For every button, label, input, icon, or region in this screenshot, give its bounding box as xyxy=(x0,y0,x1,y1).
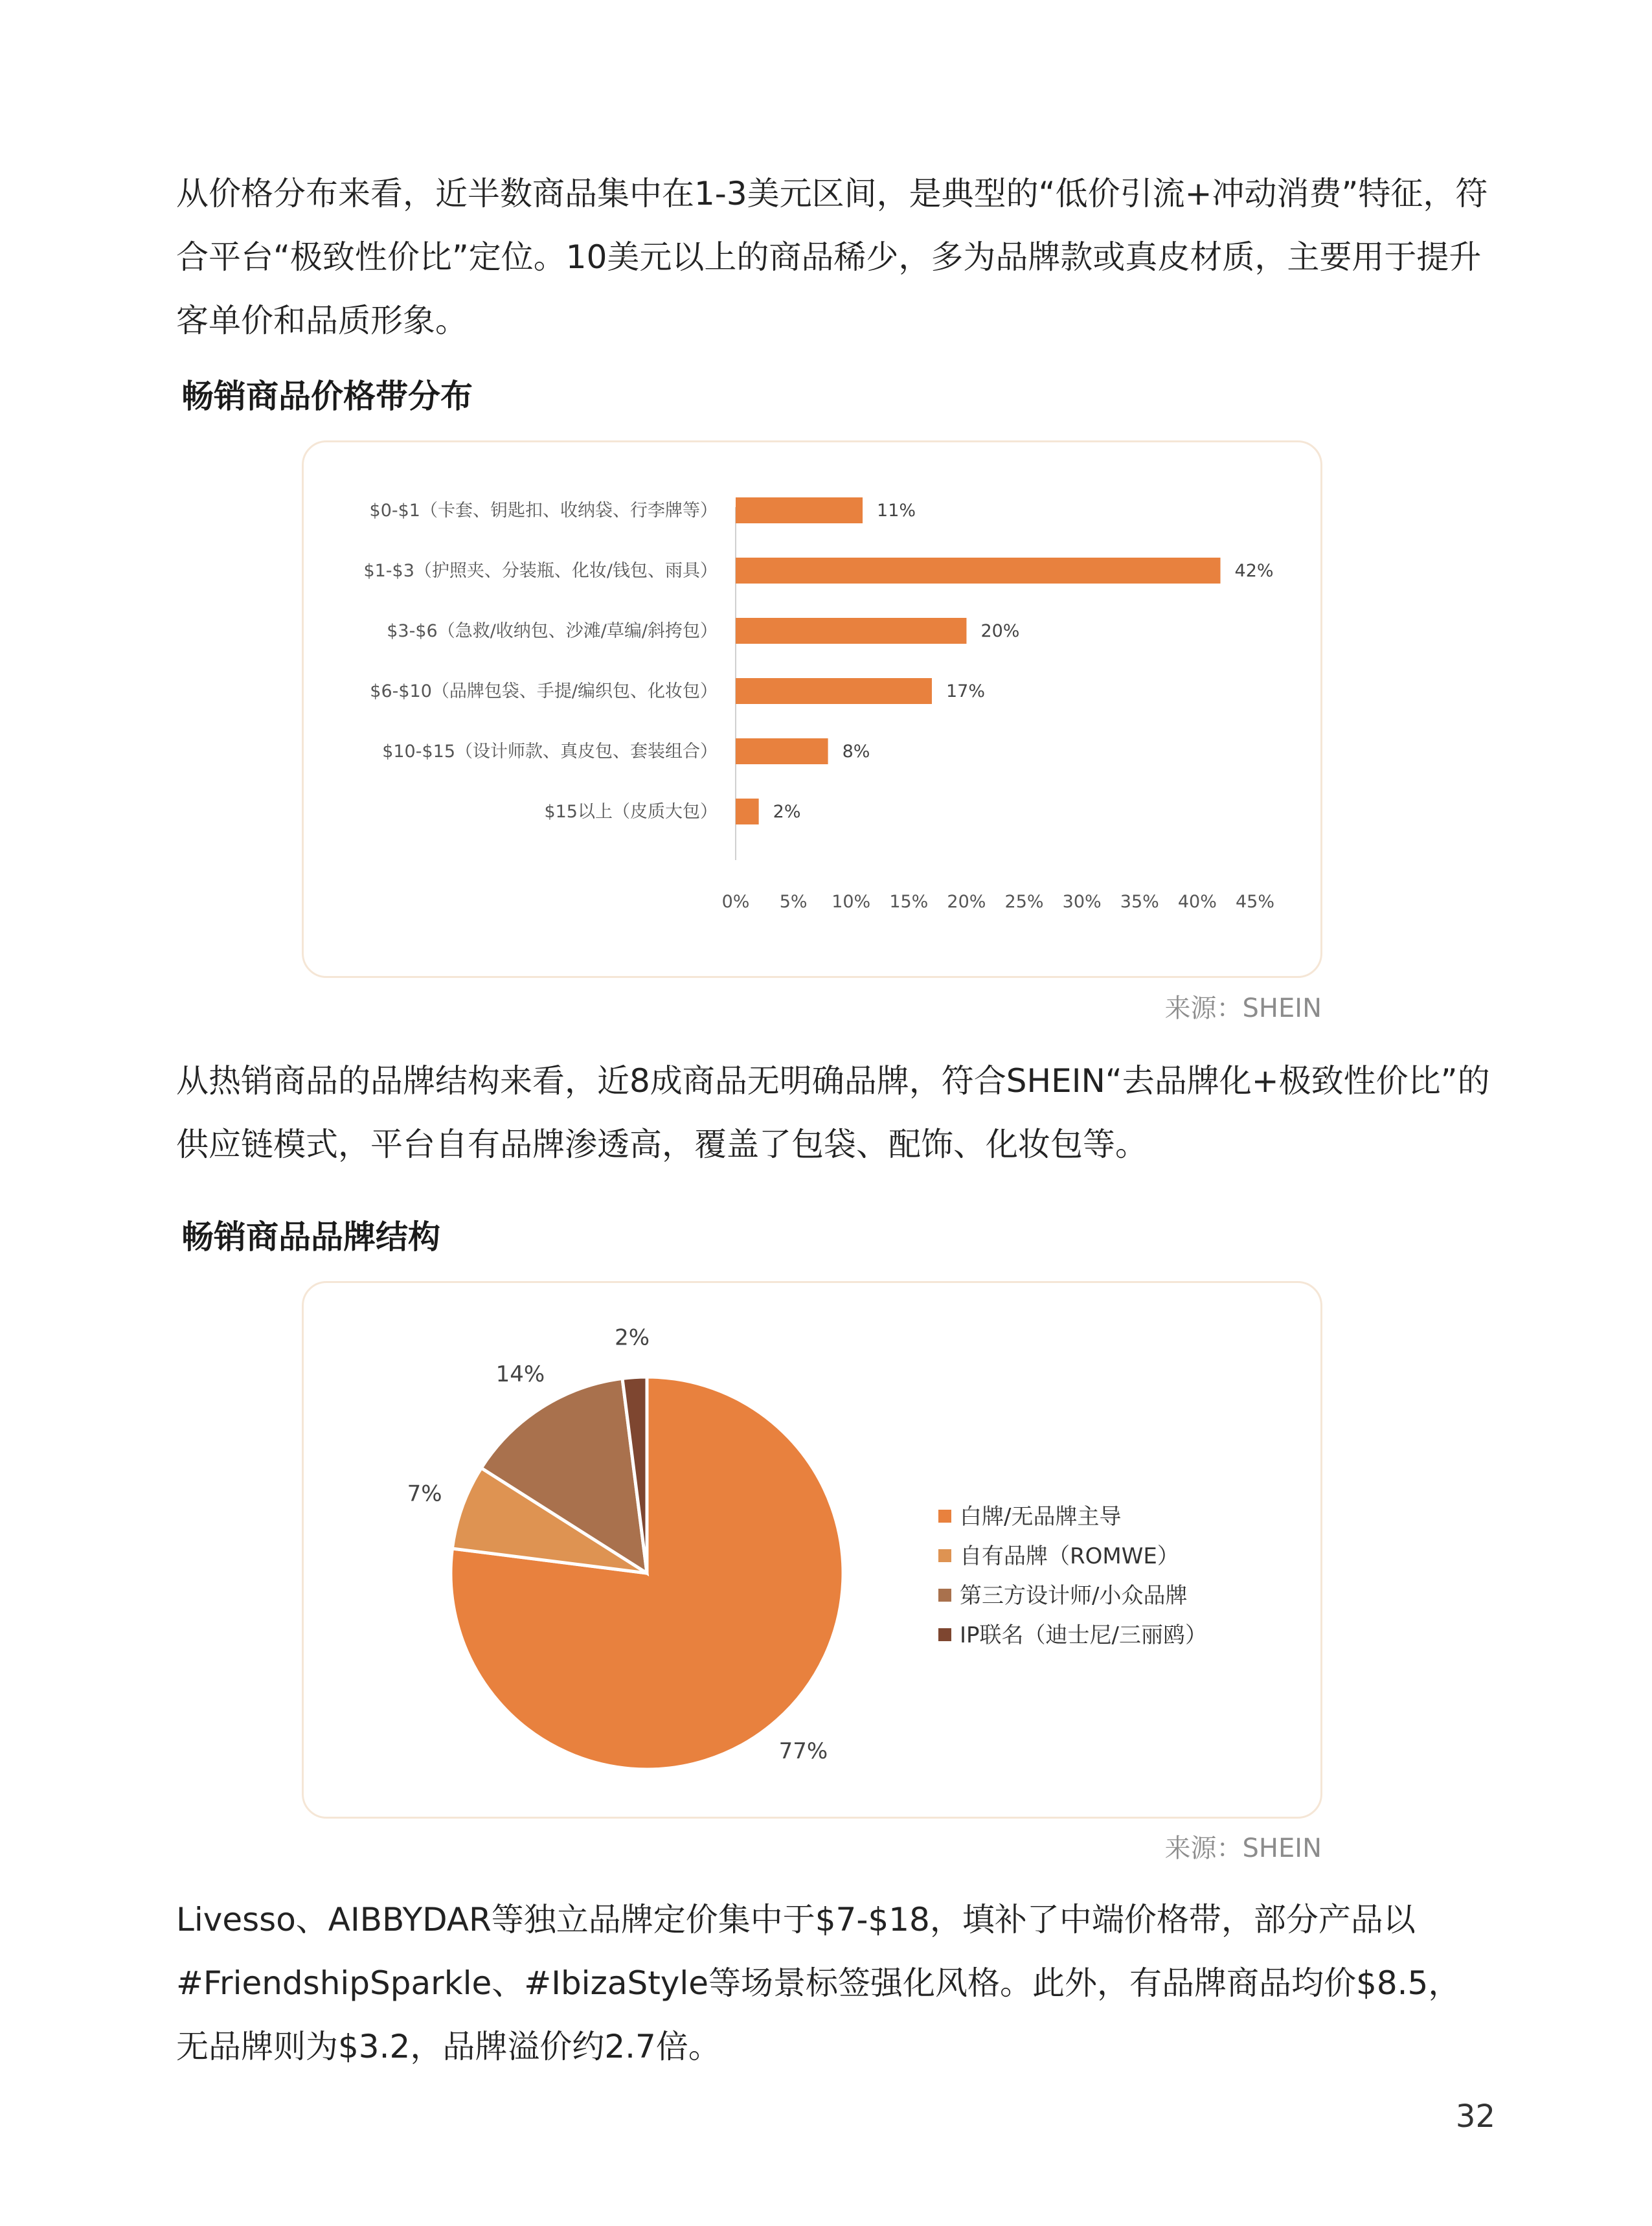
bar-category-label: $0-$1（卡套、钥匙扣、收纳袋、行李牌等） xyxy=(369,501,718,521)
legend-label: IP联名（迪士尼/三丽鸥） xyxy=(960,1622,1207,1648)
brand-chart-title: 畅销商品品牌结构 xyxy=(181,1218,440,1256)
bar-mark xyxy=(736,497,863,523)
legend-label: 自有品牌（ROMWE） xyxy=(960,1543,1179,1569)
bar-tick-label: 25% xyxy=(1004,892,1044,912)
bar-category-label: $6-$10（品牌包袋、手提/编织包、化妆包） xyxy=(370,681,718,701)
bar-tick-label: 5% xyxy=(779,892,808,912)
legend-swatch xyxy=(938,1510,951,1523)
price-chart-card xyxy=(302,440,1322,978)
bar-tick-label: 15% xyxy=(889,892,929,912)
bar-mark xyxy=(736,618,966,644)
bar-tick-label: 20% xyxy=(947,892,986,912)
bar-tick-label: 35% xyxy=(1120,892,1159,912)
paragraph-brand-analysis: 从热销商品的品牌结构来看，近8成商品无明确品牌，符合SHEIN“去品牌化+极致性价比”的供应链模式，平台自有品牌渗透高，覆盖了包袋、配饰、化妆包等。 xyxy=(176,1062,1490,1163)
legend-swatch xyxy=(938,1589,951,1602)
paragraph-brand-pricing: Livesso、AIBBYDAR等独立品牌定价集中于$7-$18，填补了中端价格带，部分产品以#FriendshipSparkle、#IbizaStyle等场景标签强化风格。此外，有品牌商品均价$8.5，无品牌则为$3.2，品牌溢价约2.7倍。 xyxy=(176,1901,1461,2065)
bar-value-label: 42% xyxy=(1234,561,1274,581)
bar-category-label: $3-$6（急救/收纳包、沙滩/草编/斜挎包） xyxy=(387,621,718,641)
bar-mark xyxy=(736,678,932,704)
pie-value-label: 14% xyxy=(495,1361,545,1387)
bar-category-label: $10-$15（设计师款、真皮包、套装组合） xyxy=(382,742,718,762)
bar-tick-label: 10% xyxy=(832,892,871,912)
bar-value-label: 17% xyxy=(945,681,985,701)
bar-tick-label: 30% xyxy=(1062,892,1102,912)
bar-tick-label: 45% xyxy=(1235,892,1275,912)
legend-swatch xyxy=(938,1628,951,1641)
pie-value-label: 77% xyxy=(778,1738,828,1764)
bar-mark xyxy=(736,558,1221,584)
price-chart-source: 来源：SHEIN xyxy=(1164,994,1322,1023)
brand-chart-source: 来源：SHEIN xyxy=(1164,1834,1322,1863)
legend-label: 白牌/无品牌主导 xyxy=(960,1504,1122,1530)
bar-value-label: 20% xyxy=(980,621,1020,641)
bar-tick-label: 40% xyxy=(1177,892,1217,912)
bar-category-label: $1-$3（护照夹、分装瓶、化妆/钱包、雨具） xyxy=(363,561,718,581)
legend-swatch xyxy=(938,1549,951,1562)
price-bar-chart xyxy=(304,442,1320,976)
bar-value-label: 8% xyxy=(842,742,870,762)
bar-value-label: 2% xyxy=(773,802,801,822)
bar-value-label: 11% xyxy=(877,501,916,521)
paragraph-price-analysis: 从价格分布来看，近半数商品集中在1-3美元区间，是典型的“低价引流+冲动消费”特征，符合平台“极致性价比”定位。10美元以上的商品稀少，多为品牌款或真皮材质，主要用于提升客单价和品质形象。 xyxy=(176,175,1488,339)
pie-value-label: 7% xyxy=(407,1481,442,1507)
bar-mark xyxy=(736,799,759,824)
bar-tick-label: 0% xyxy=(721,892,750,912)
legend-label: 第三方设计师/小众品牌 xyxy=(960,1583,1188,1609)
pie-value-label: 2% xyxy=(615,1324,650,1351)
brand-pie-chart xyxy=(304,1283,1320,1817)
bar-category-label: $15以上（皮质大包） xyxy=(544,802,718,822)
price-chart-title: 畅销商品价格带分布 xyxy=(181,378,473,415)
bar-mark xyxy=(736,738,828,764)
brand-chart-card xyxy=(302,1281,1322,1819)
page-number: 32 xyxy=(1455,2098,1495,2135)
